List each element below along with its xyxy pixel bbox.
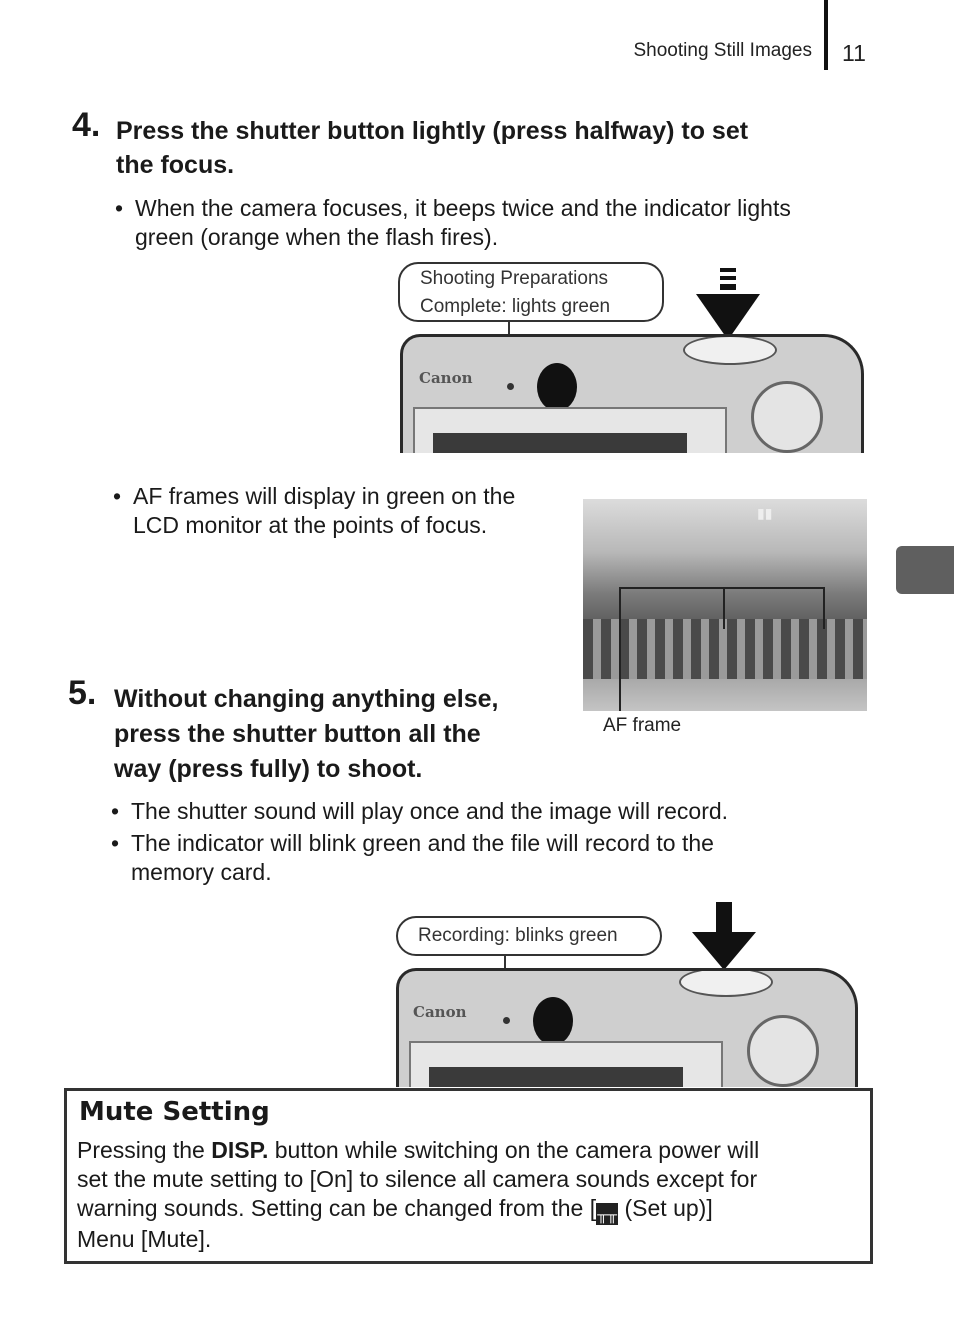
indicator-lamp <box>507 383 514 390</box>
note-line-1-start: Pressing the <box>77 1137 212 1163</box>
step-4-heading-line-2: the focus. <box>116 151 235 179</box>
bullet-dot: • <box>111 830 120 856</box>
press-down-arrow-icon <box>694 262 764 342</box>
step-4-bullet-2-line-1: AF frames will display in green on the <box>133 483 516 509</box>
camera-top-body <box>396 968 858 1087</box>
mode-dial <box>747 1015 819 1087</box>
step-4-number: 4. <box>72 106 101 144</box>
af-frame-caption: AF frame <box>603 715 682 736</box>
note-body <box>77 1136 867 1254</box>
note-line-3-start: warning sounds. Setting can be changed from the [ <box>77 1195 597 1221</box>
step-4-heading-line-1: Press the shutter button lightly (press halfway) to set <box>116 117 749 145</box>
step-4-bullet-1-line-2: green (orange when the flash fires). <box>135 224 499 250</box>
step-5-number: 5. <box>68 674 97 712</box>
af-frame-marker-center <box>723 589 725 629</box>
note-line-3-end: (Set up)] <box>618 1195 713 1221</box>
shutter-button <box>683 335 777 365</box>
camera-top-body <box>400 334 864 453</box>
camera-viewfinder <box>537 363 577 411</box>
camera-screen-frame <box>413 407 727 453</box>
camera-screen <box>429 1067 683 1087</box>
camera-viewfinder <box>533 997 573 1045</box>
disp-button-label: DISP. <box>211 1137 269 1163</box>
shutter-button <box>679 968 773 997</box>
camera-figure-fully <box>394 898 864 1088</box>
af-frame-marker-left <box>619 589 621 711</box>
camera-screen-frame <box>409 1041 723 1087</box>
callout-line-1: Shooting Preparations <box>420 268 609 289</box>
bullet-dot: • <box>111 798 120 824</box>
af-frame-bracket <box>619 587 825 589</box>
press-down-arrow-icon <box>690 900 760 972</box>
page-number: 11 <box>842 40 866 66</box>
step-5-bullet-1 <box>111 797 891 826</box>
camera-logo: Canon <box>413 1003 467 1021</box>
step-4-bullet-2 <box>113 482 573 540</box>
camera-figure-halfway <box>398 258 868 450</box>
step-5-bullet-2-line-2: memory card. <box>131 859 272 885</box>
header-divider <box>824 0 828 70</box>
af-frame-marker-right <box>823 589 825 629</box>
setup-menu-icon: ╥╥ <box>596 1203 618 1225</box>
step-5-heading-line-2: press the shutter button all the <box>114 720 481 748</box>
lcd-icons: ▮▮ <box>757 505 773 521</box>
note-title: Mute Setting <box>79 1097 270 1127</box>
mode-dial <box>751 381 823 453</box>
step-5-bullet-2-line-1: The indicator will blink green and the file will record to the <box>131 830 714 856</box>
callout-recording: Recording: blinks green <box>396 916 662 956</box>
chapter-tab <box>896 546 954 594</box>
step-5-heading-line-1: Without changing anything else, <box>114 685 499 713</box>
step-5-bullet-2 <box>111 829 891 887</box>
step-4-bullet-1 <box>115 194 895 252</box>
callout-shooting-ready <box>398 262 664 322</box>
camera-logo: Canon <box>419 369 473 387</box>
mute-setting-note <box>64 1088 873 1264</box>
callout-line-2: Complete: lights green <box>420 296 611 317</box>
note-line-1-end: button while switching on the camera power will <box>268 1137 760 1163</box>
step-5-heading-line-3: way (press fully) to shoot. <box>114 755 423 783</box>
indicator-lamp <box>503 1017 510 1024</box>
bullet-dot: • <box>115 195 124 221</box>
section-title: Shooting Still Images <box>633 40 812 61</box>
camera-screen <box>433 433 687 453</box>
note-line-1 <box>77 1136 867 1165</box>
note-line-3 <box>77 1194 867 1225</box>
bullet-dot: • <box>113 483 122 509</box>
step-4-bullet-2-line-2: LCD monitor at the points of focus. <box>133 512 488 538</box>
step-5-bullet-1-text: The shutter sound will play once and the image will record. <box>131 798 729 824</box>
note-line-2: set the mute setting to [On] to silence all camera sounds except for <box>77 1166 758 1192</box>
lcd-monitor-photo <box>583 499 867 711</box>
note-line-4: Menu [Mute]. <box>77 1226 212 1252</box>
step-4-bullet-1-line-1: When the camera focuses, it beeps twice and the indicator lights <box>135 195 791 221</box>
